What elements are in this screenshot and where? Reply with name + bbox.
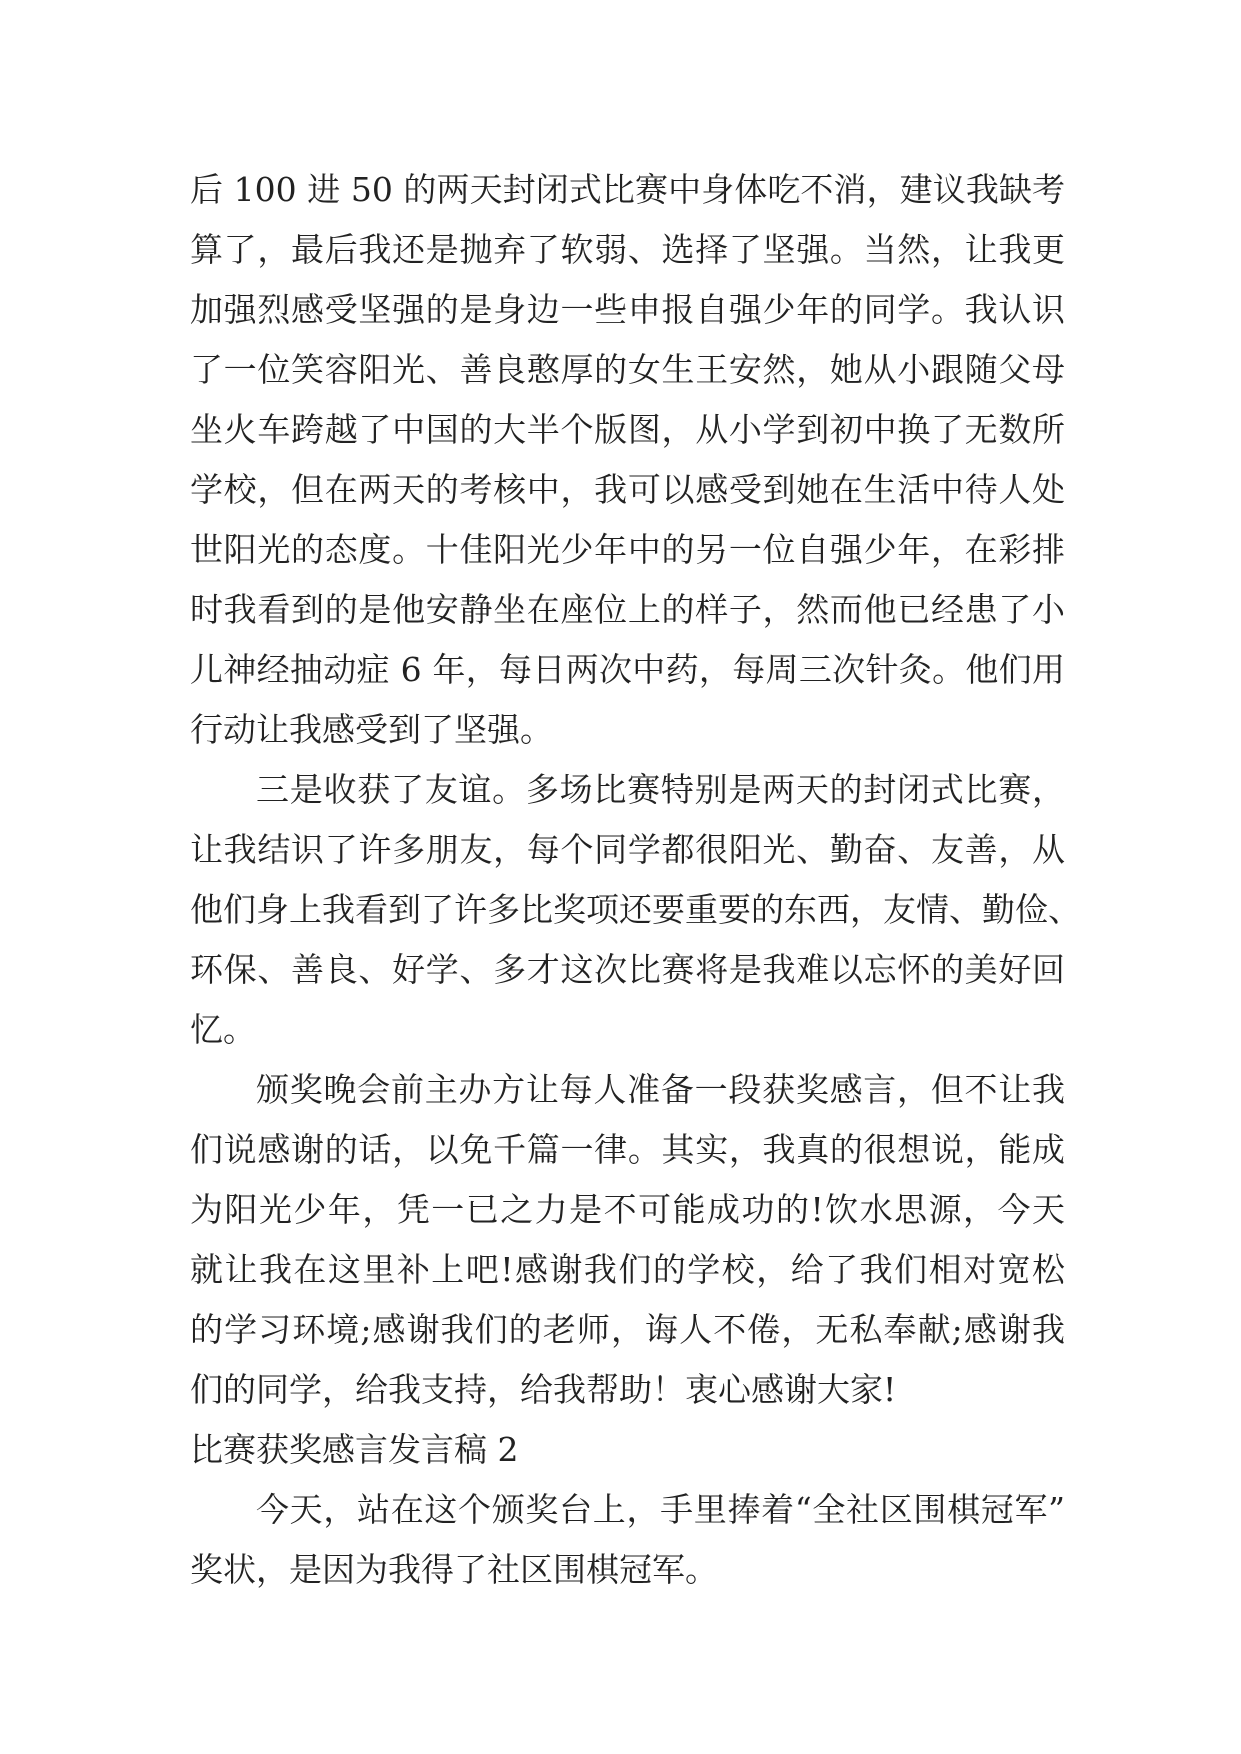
paragraph-line: 就让我在这里补上吧!感谢我们的学校，给了我们相对宽松 [190, 1250, 1065, 1289]
paragraph-line: 世阳光的态度。十佳阳光少年中的另一位自强少年，在彩排 [190, 530, 1065, 569]
paragraph-line: 行动让我感受到了坚强。 [190, 710, 553, 749]
paragraph-line: 学校，但在两天的考核中，我可以感受到她在生活中待人处 [190, 470, 1065, 509]
paragraph-line: 今天，站在这个颁奖台上，手里捧着“全社区围棋冠军” [256, 1490, 1065, 1529]
paragraph-line: 儿神经抽动症 6 年，每日两次中药，每周三次针灸。他们用 [190, 650, 1065, 689]
paragraph-line: 坐火车跨越了中国的大半个版图，从小学到初中换了无数所 [190, 410, 1065, 449]
paragraph-line: 们说感谢的话，以免千篇一律。其实，我真的很想说，能成 [190, 1130, 1065, 1169]
paragraph-line: 奖状，是因为我得了社区围棋冠军。 [190, 1550, 718, 1589]
paragraph-line: 三是收获了友谊。多场比赛特别是两天的封闭式比赛， [256, 770, 1065, 809]
paragraph-line: 他们身上我看到了许多比奖项还要重要的东西，友情、勤俭、 [190, 890, 1081, 929]
paragraph-line: 的学习环境;感谢我们的老师，诲人不倦，无私奉献;感谢我 [190, 1310, 1065, 1349]
paragraph-line: 时我看到的是他安静坐在座位上的样子，然而他已经患了小 [190, 590, 1065, 629]
document-body [190, 160, 1081, 1600]
paragraph-line: 加强烈感受坚强的是身边一些申报自强少年的同学。我认识 [190, 290, 1065, 329]
paragraph-line: 们的同学，给我支持，给我帮助！衷心感谢大家! [190, 1370, 897, 1409]
paragraph-line: 了一位笑容阳光、善良憨厚的女生王安然，她从小跟随父母 [190, 350, 1065, 389]
paragraph-line: 后 100 进 50 的两天封闭式比赛中身体吃不消，建议我缺考 [190, 170, 1065, 209]
paragraph-line: 颁奖晚会前主办方让每人准备一段获奖感言，但不让我 [256, 1070, 1065, 1109]
paragraph-line: 忆。 [190, 1010, 256, 1049]
paragraph-line: 环保、善良、好学、多才这次比赛将是我难以忘怀的美好回 [190, 950, 1065, 989]
section-heading: 比赛获奖感言发言稿 2 [190, 1430, 519, 1469]
paragraph-line: 让我结识了许多朋友，每个同学都很阳光、勤奋、友善，从 [190, 830, 1065, 869]
paragraph-line: 为阳光少年，凭一已之力是不可能成功的!饮水思源，今天 [190, 1190, 1065, 1229]
paragraph-line: 算了，最后我还是抛弃了软弱、选择了坚强。当然，让我更 [190, 230, 1065, 269]
